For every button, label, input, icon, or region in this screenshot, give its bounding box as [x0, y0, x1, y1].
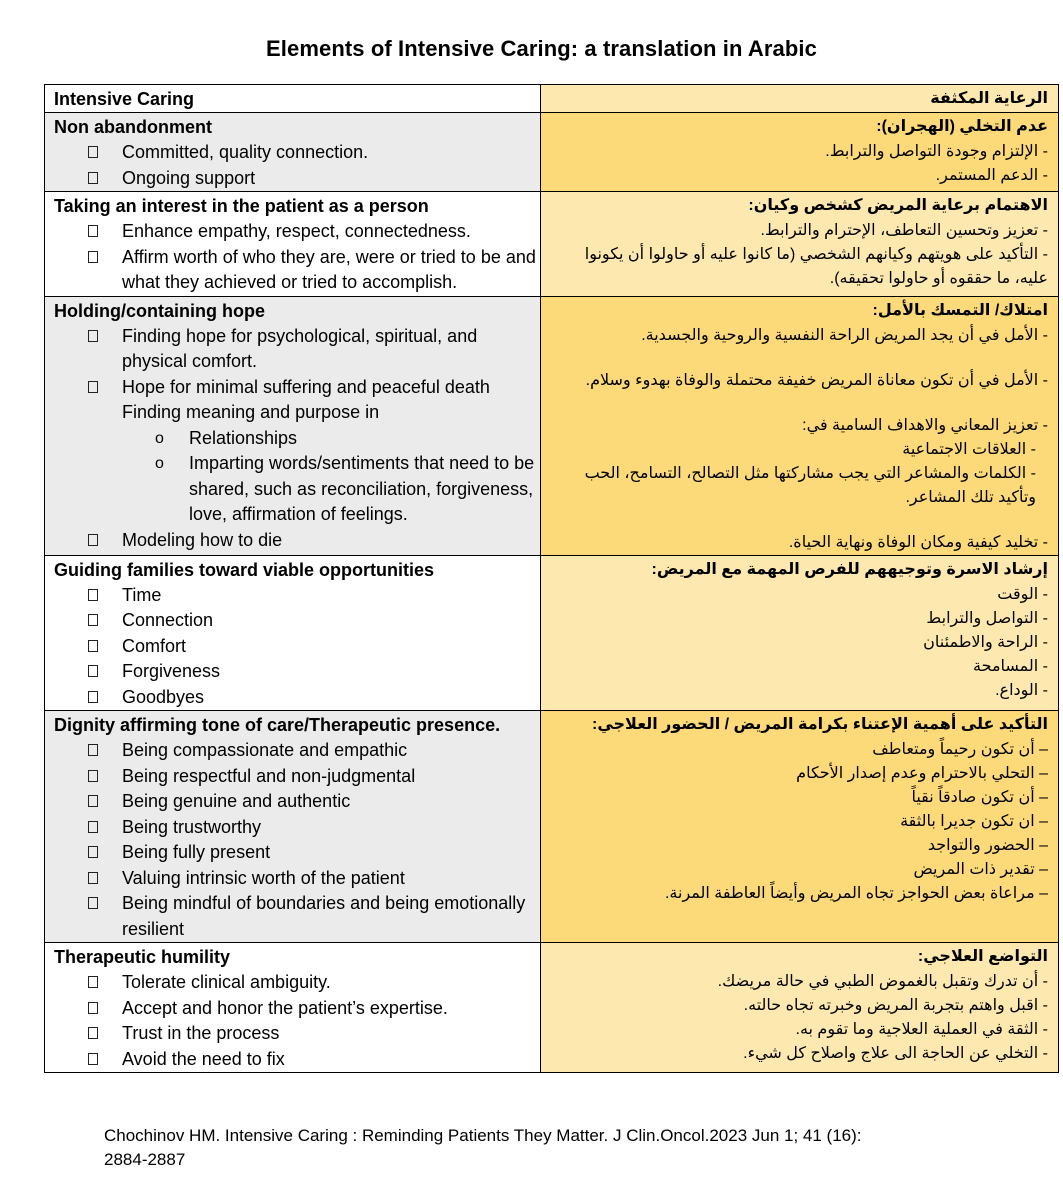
list-item: Ongoing support	[54, 166, 540, 192]
checkbox-icon	[88, 1027, 98, 1039]
arabic-line: - الدعم المستمر.	[935, 167, 1048, 184]
arabic-line: - المسامحة	[973, 657, 1048, 675]
row-heading-arabic: الاهتمام برعاية المريض كشخص وكيان:	[748, 197, 1048, 214]
row-heading-arabic: امتلاك/ التمسك بالأمل:	[872, 301, 1048, 319]
arabic-line: - التواصل والترابط	[926, 609, 1048, 627]
list-item: Accept and honor the patient’s expertise.	[54, 996, 540, 1022]
row-heading-arabic: التواضع العلاجي:	[917, 948, 1048, 965]
arabic-line: – الحضور والتواجد	[927, 837, 1048, 854]
item-list	[54, 219, 540, 296]
item-list	[54, 738, 540, 942]
list-item: Modeling how to die	[54, 528, 540, 554]
arabic-line: - أن تدرك وتقبل بالغموض الطبي في حالة مريضك.	[717, 973, 1048, 990]
arabic-cell	[541, 943, 1059, 1073]
list-item: Hope for minimal suffering and peaceful death	[54, 375, 540, 401]
list-item: Avoid the need to fix	[54, 1047, 540, 1073]
row-heading-english: Holding/containing hope	[54, 300, 265, 321]
header-arabic: الرعاية المكثفة	[930, 90, 1048, 107]
list-item: Finding hope for psychological, spiritual, and physical comfort.	[54, 324, 540, 375]
checkbox-icon	[88, 614, 98, 626]
list-item: Being fully present	[54, 840, 540, 866]
checkbox-icon	[88, 846, 98, 858]
checkbox-icon	[88, 251, 98, 263]
english-cell	[45, 943, 541, 1073]
document-title: Elements of Intensive Caring: a translation in Arabic	[266, 36, 817, 61]
arabic-line: - الوقت	[997, 585, 1048, 603]
circle-bullet-icon: o	[155, 455, 164, 472]
checkbox-icon	[88, 534, 98, 546]
table-row	[45, 943, 1059, 1073]
table-row	[45, 555, 1059, 711]
citation-line-1: Chochinov HM. Intensive Caring : Reminding Patients They Matter. J Clin.Oncol.2023 Jun 1; 41 (16):	[104, 1126, 862, 1145]
checkbox-icon	[88, 770, 98, 782]
list-item: Trust in the process	[54, 1021, 540, 1047]
arabic-cell	[541, 296, 1059, 555]
row-heading-arabic: إرشاد الاسرة وتوجيههم للفرص المهمة مع المريض:	[651, 560, 1048, 578]
checkbox-icon	[88, 589, 98, 601]
checkbox-icon	[88, 976, 98, 988]
checkbox-icon	[88, 691, 98, 703]
english-cell	[45, 711, 541, 943]
header-english: Intensive Caring	[54, 89, 195, 109]
arabic-line: – ان تكون جديرا بالثقة	[900, 813, 1048, 830]
arabic-cell	[541, 113, 1059, 192]
arabic-line: – مراعاة بعض الحواجز تجاه المريض وأيضاً العاطفة المرنة.	[664, 885, 1048, 902]
arabic-line: - الإلتزام وجودة التواصل والترابط.	[825, 143, 1048, 160]
arabic-line: – التحلي بالاحترام وعدم إصدار الأحكام	[796, 765, 1048, 782]
item-list	[54, 324, 540, 554]
checkbox-icon	[88, 146, 98, 158]
header-cell-arabic	[541, 85, 1059, 113]
arabic-cell	[541, 192, 1059, 297]
arabic-line: - الوداع.	[995, 681, 1048, 699]
item-list	[54, 140, 540, 191]
checkbox-icon	[88, 1002, 98, 1014]
row-heading-arabic: عدم التخلي (الهجران):	[876, 118, 1048, 135]
sub-list	[122, 426, 540, 528]
row-heading-arabic: التأكيد على أهمية الإعتناء بكرامة المريض / الحضور العلاجي:	[592, 716, 1048, 733]
intensive-caring-table	[44, 84, 1059, 1073]
list-item: Being compassionate and empathic	[54, 738, 540, 764]
checkbox-icon	[88, 665, 98, 677]
checkbox-icon	[88, 872, 98, 884]
arabic-cell	[541, 555, 1059, 711]
table-row	[45, 711, 1059, 943]
checkbox-icon	[88, 897, 98, 909]
arabic-line: - الثقة في العملية العلاجية وما تقوم به.	[795, 1021, 1048, 1038]
table-header-row	[45, 85, 1059, 113]
arabic-line: - اقبل واهتم بتجربة المريض وخبرته تجاه حالته.	[743, 997, 1048, 1014]
english-cell	[45, 555, 541, 711]
arabic-line: - تعزيز وتحسين التعاطف، الإحترام والترابط.	[760, 222, 1048, 239]
arabic-line: - تخليد كيفية ومكان الوفاة ونهاية الحياة.	[788, 533, 1048, 551]
row-heading-english: Therapeutic humility	[54, 947, 231, 967]
list-item: Finding meaning and purpose in o Relationships o Imparting words/sentiments that need to be shared, such as reconciliation, forgiveness, love, affirmation of feelings.	[54, 400, 540, 528]
list-item: Being genuine and authentic	[54, 789, 540, 815]
list-item: Connection	[54, 608, 540, 634]
row-heading-english: Guiding families toward viable opportunities	[54, 559, 435, 580]
arabic-line: - الكلمات والمشاعر التي يجب مشاركتها مثل التصالح، التسامح، الحب وتأكيد تلك المشاعر.	[584, 464, 1036, 506]
item-list	[54, 970, 540, 1072]
arabic-line: - العلاقات الاجتماعية	[902, 440, 1036, 458]
circle-bullet-icon: o	[155, 429, 164, 447]
list-item: Goodbyes	[54, 685, 540, 711]
arabic-line: - تعزيز المعاني والاهداف السامية في:	[802, 416, 1048, 434]
list-item: Tolerate clinical ambiguity.	[54, 970, 540, 996]
list-item: Being mindful of boundaries and being emotionally resilient	[54, 891, 540, 942]
sub-list-item: o Relationships	[54, 426, 540, 452]
checkbox-icon	[88, 1053, 98, 1065]
checkbox-icon	[88, 172, 98, 184]
list-item: Forgiveness	[54, 659, 540, 685]
list-item: Being trustworthy	[54, 815, 540, 841]
english-cell	[45, 192, 541, 297]
item-list	[54, 583, 540, 711]
checkbox-icon	[88, 330, 98, 342]
arabic-line: - الراحة والاطمئنان	[923, 633, 1048, 651]
checkbox-icon	[88, 381, 98, 393]
header-cell-english	[45, 85, 541, 113]
table-row	[45, 192, 1059, 297]
citation-line-2: 2884-2887	[104, 1150, 186, 1169]
checkbox-icon	[88, 640, 98, 652]
arabic-line: – تقدير ذات المريض	[913, 861, 1048, 878]
list-item: Enhance empathy, respect, connectedness.	[54, 219, 540, 245]
arabic-line: - التخلي عن الحاجة الى علاج واصلاح كل شيء.	[743, 1045, 1048, 1062]
list-item: Time	[54, 583, 540, 609]
row-heading-english: Non abandonment	[54, 117, 212, 137]
list-item: Affirm worth of who they are, were or tried to be and what they achieved or tried to accomplish.	[54, 245, 540, 296]
list-item: Being respectful and non-judgmental	[54, 764, 540, 790]
english-cell	[45, 296, 541, 555]
list-item: Comfort	[54, 634, 540, 660]
arabic-cell	[541, 711, 1059, 943]
list-item: Valuing intrinsic worth of the patient	[54, 866, 540, 892]
table-row	[45, 113, 1059, 192]
checkbox-icon	[88, 821, 98, 833]
checkbox-icon	[88, 225, 98, 237]
english-cell	[45, 113, 541, 192]
checkbox-icon	[88, 795, 98, 807]
row-heading-english: Dignity affirming tone of care/Therapeutic presence.	[54, 715, 501, 735]
row-heading-english: Taking an interest in the patient as a person	[54, 196, 429, 216]
arabic-line: - الأمل في أن يجد المريض الراحة النفسية والروحية والجسدية.	[641, 326, 1048, 344]
arabic-line: – أن تكون صادقاً نقياً	[911, 789, 1048, 806]
arabic-line: - التأكيد على هويتهم وكيانهم الشخصي (ما كانوا عليه أو حاولوا أن يكونوا عليه، ما حققوه أو حاولوا تحقيقه).	[584, 246, 1048, 287]
list-item: Committed, quality connection.	[54, 140, 540, 166]
arabic-line: – أن تكون رحيماً ومتعاطف	[872, 741, 1048, 758]
checkbox-icon	[88, 744, 98, 756]
table-row	[45, 296, 1059, 555]
sub-list-item: o Imparting words/sentiments that need to be shared, such as reconciliation, forgiveness, love, affirmation of feelings.	[155, 453, 535, 524]
arabic-line: - الأمل في أن تكون معاناة المريض خفيفة محتملة والوفاة بهدوء وسلام.	[585, 371, 1048, 389]
